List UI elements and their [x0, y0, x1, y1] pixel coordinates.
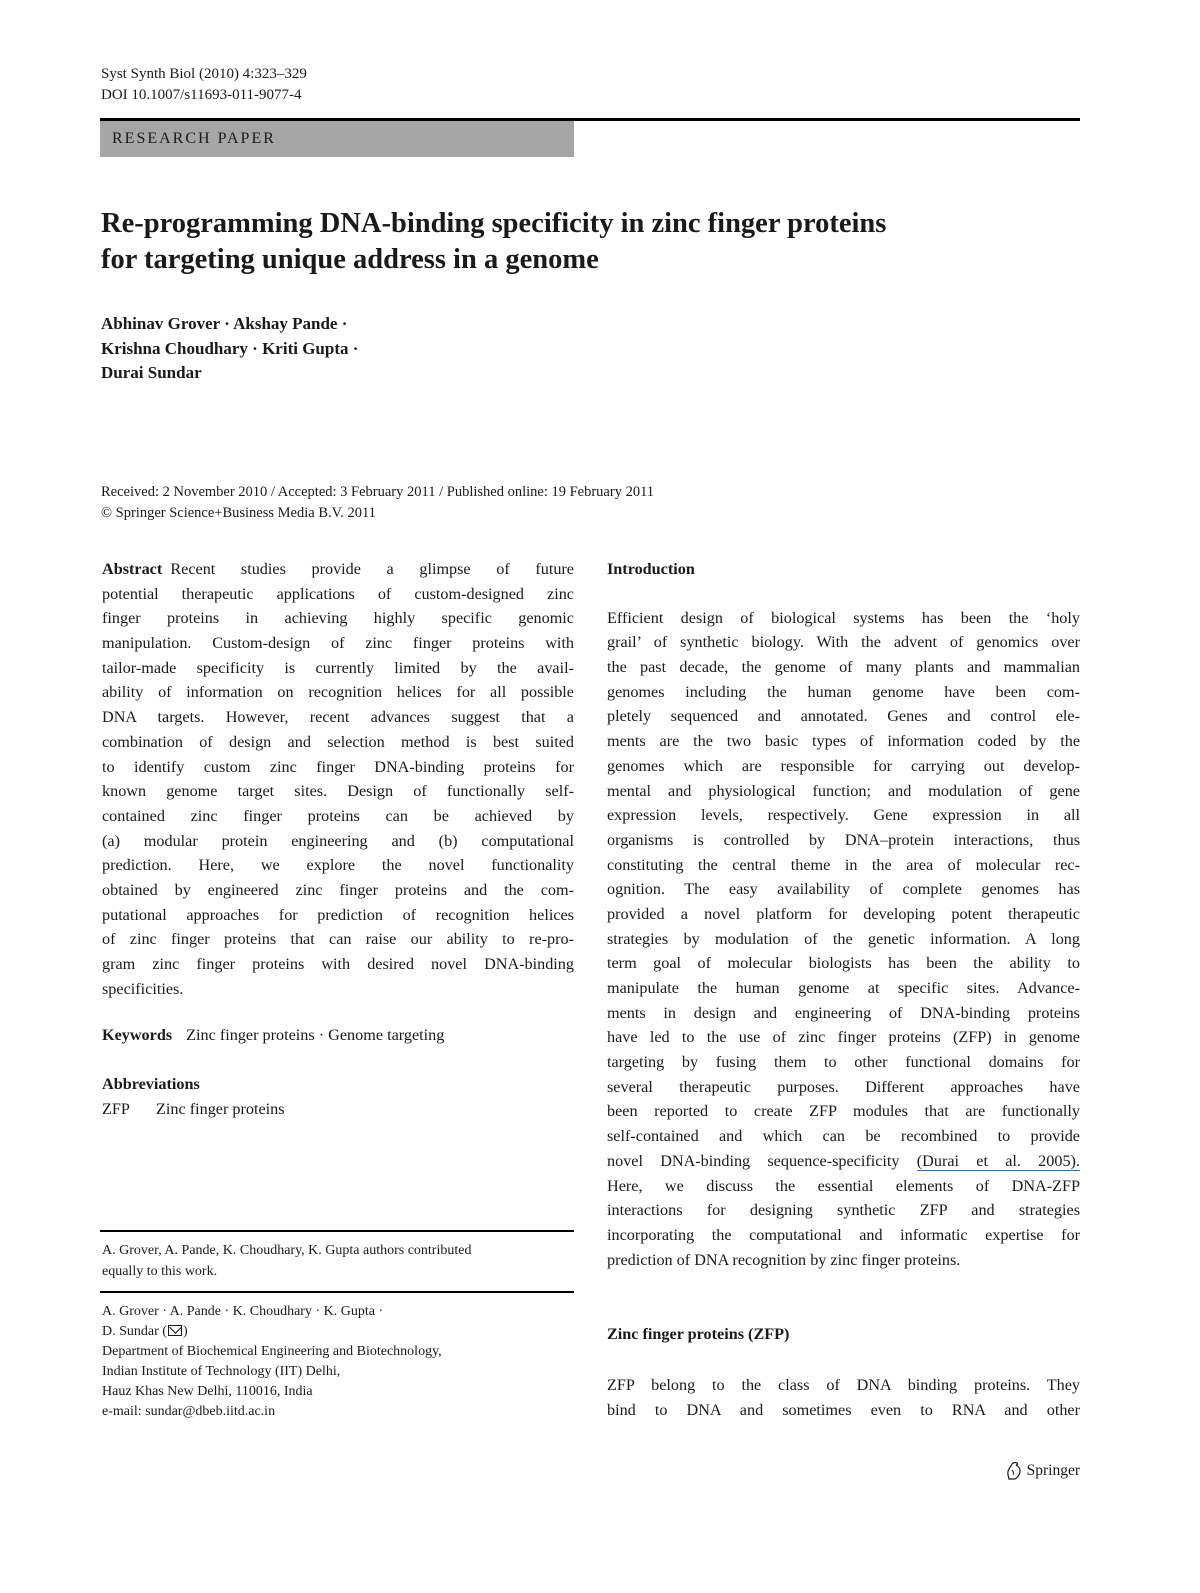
abstract-line: specificities.: [102, 979, 184, 998]
introduction-line: strategies by modulation of the genetic information. A long: [607, 929, 1080, 948]
paper-title-line-2: for targeting unique address in a genome: [101, 244, 599, 275]
abstract-line: DNA targets. However, recent advances suggest that a: [102, 708, 574, 727]
affiliation-email[interactable]: e-mail: sundar@dbeb.iitd.ac.in: [102, 1404, 276, 1419]
introduction-line: novel DNA-binding sequence-specificity (Durai et al. 2005).: [607, 1151, 1080, 1170]
paper-title: [101, 206, 1081, 278]
author-list: [101, 312, 358, 386]
introduction-line: incorporating the computational and informatic expertise for: [607, 1225, 1080, 1244]
keywords-label: Keywords: [102, 1026, 173, 1045]
publisher-name: Springer: [1026, 1462, 1080, 1479]
affiliation-institute: Indian Institute of Technology (IIT) Delhi,: [102, 1364, 341, 1379]
citation-link[interactable]: (Durai et al. 2005).: [916, 1151, 1080, 1170]
equal-contribution-line-2: equally to this work.: [102, 1263, 218, 1279]
abstract-line: manipulation. Custom-design of zinc finger proteins with: [102, 634, 574, 653]
equal-contribution-note: [102, 1241, 574, 1282]
author-line-2: Krishna Choudhary · Kriti Gupta ·: [101, 338, 359, 358]
corresponding-author: [102, 1322, 574, 1342]
copyright-notice: © Springer Science+Business Media B.V. 2011: [101, 505, 376, 521]
abstract-line: combination of design and selection method is best suited: [102, 732, 574, 751]
introduction-line: several therapeutic purposes. Different approaches have: [607, 1077, 1080, 1096]
abstract: [102, 557, 574, 1001]
introduction-line: been reported to create ZFP modules that are functionally: [607, 1102, 1080, 1121]
introduction-line: ments in design and engineering of DNA-binding proteins: [607, 1003, 1080, 1022]
introduction-line: prediction of DNA recognition by zinc finger proteins.: [607, 1250, 961, 1269]
introduction-line: term goal of molecular biologists has been the ability to: [607, 954, 1080, 973]
introduction-line: provided a novel platform for developing potent therapeutic: [607, 904, 1080, 923]
publication-dates: [101, 482, 654, 524]
zfp-section-body: [607, 1373, 1080, 1422]
introduction-line: targeting by fusing them to other functional domains for: [607, 1053, 1080, 1072]
introduction-line: genomes which are responsible for carrying out develop-: [607, 756, 1080, 775]
zfp-line: ZFP belong to the class of DNA binding proteins. They: [607, 1376, 1080, 1394]
abstract-line: of zinc finger proteins that can raise our ability to re-pro-: [102, 930, 574, 949]
keywords: [102, 1023, 574, 1048]
author-line-1: Abhinav Grover · Akshay Pande ·: [101, 314, 348, 333]
abbreviation-row: [102, 1097, 574, 1122]
introduction-line: manipulate the human genome at specific sites. Advance-: [607, 979, 1080, 998]
section-banner: RESEARCH PAPER: [100, 121, 574, 157]
paper-title-line-1: Re-programming DNA-binding specificity in zinc finger proteins: [101, 208, 887, 239]
abbreviations-heading: Abbreviations: [102, 1075, 200, 1094]
introduction-heading: Introduction: [607, 560, 695, 578]
abstract-line: potential therapeutic applications of custom-designed zinc: [102, 584, 574, 603]
abstract-line: (a) modular protein engineering and (b) computational: [102, 831, 574, 850]
abstract-line: prediction. Here, we explore the novel functionality: [102, 856, 574, 875]
journal-doi: DOI 10.1007/s11693-011-9077-4: [101, 87, 302, 103]
affiliation-department: Department of Biochemical Engineering and Biotechnology,: [102, 1344, 442, 1359]
zfp-line: bind to DNA and sometimes even to RNA and other: [607, 1400, 1080, 1419]
journal-citation: Syst Synth Biol (2010) 4:323–329: [101, 66, 307, 82]
introduction-line: pletely sequenced and annotated. Genes and control ele-: [607, 707, 1080, 726]
introduction-line: grail’ of synthetic biology. With the advent of genomics over: [607, 633, 1080, 652]
envelope-icon: [168, 1325, 182, 1336]
introduction-line: Efficient design of biological systems has been the ‘holy: [607, 608, 1080, 627]
zfp-section-heading: Zinc finger proteins (ZFP): [607, 1325, 790, 1343]
introduction-line: self-contained and which can be recombined to provide: [607, 1127, 1080, 1146]
corresponding-author-name: D. Sundar (: [102, 1324, 167, 1339]
introduction-line: constituting the central theme in the area of molecular rec-: [607, 855, 1080, 874]
introduction-line: genomes including the human genome have been com-: [607, 682, 1080, 701]
abstract-line: gram zinc finger proteins with desired novel DNA-binding: [102, 955, 574, 973]
abstract-line: obtained by engineered zinc finger proteins and the com-: [102, 880, 574, 899]
abstract-line: tailor-made specificity is currently limited by the avail-: [102, 658, 574, 677]
abbreviation-value: Zinc finger proteins: [156, 1099, 285, 1118]
abstract-line: putational approaches for prediction of recognition helices: [102, 905, 574, 924]
abstract-line: contained zinc finger proteins can be achieved by: [102, 806, 574, 825]
introduction-line: the past decade, the genome of many plants and mammalian: [607, 658, 1080, 677]
abbreviation-key: ZFP: [102, 1099, 130, 1118]
abstract-line: to identify custom zinc finger DNA-binding proteins for: [102, 757, 574, 776]
abstract-line: finger proteins in achieving highly specific genomic: [102, 609, 574, 628]
keywords-text: Zinc finger proteins · Genome targeting: [186, 1026, 445, 1045]
introduction-line: Here, we discuss the essential elements of DNA-ZFP: [607, 1176, 1080, 1195]
introduction-line: ognition. The easy availability of complete genomes has: [607, 880, 1080, 899]
equal-contribution-line-1: A. Grover, A. Pande, K. Choudhary, K. Gupta authors contributed: [102, 1243, 472, 1258]
affiliation-block: [102, 1302, 574, 1422]
springer-horse-icon: [1005, 1461, 1023, 1481]
introduction-line: ments are the two basic types of information coded by the: [607, 732, 1080, 751]
introduction-line: mental and physiological function; and modulation of gene: [607, 781, 1080, 800]
publication-history: Received: 2 November 2010 / Accepted: 3 February 2011 / Published online: 19 February 2011: [101, 484, 655, 500]
abstract-line: ability of information on recognition helices for all possible: [102, 683, 574, 702]
right-column: [607, 557, 1080, 1272]
publisher-logo: [1005, 1461, 1080, 1481]
introduction-line: expression levels, respectively. Gene expression in all: [607, 806, 1080, 825]
left-column: [102, 557, 574, 1121]
introduction-line: have led to the use of zinc finger proteins (ZFP) in genome: [607, 1028, 1080, 1047]
abstract-line: known genome target sites. Design of functionally self-: [102, 782, 574, 801]
introduction-line: organisms is controlled by DNA–protein interactions, thus: [607, 830, 1080, 849]
affiliation-rule: [100, 1291, 574, 1293]
affiliation-address: Hauz Khas New Delhi, 110016, India: [102, 1384, 313, 1399]
abstract-label: Abstract: [102, 560, 163, 578]
abstract-line: Abstract Recent studies provide a glimpse of future: [102, 560, 574, 578]
journal-meta: [101, 64, 307, 106]
affiliation-authors: A. Grover · A. Pande · K. Choudhary · K. Gupta ·: [102, 1304, 384, 1319]
introduction-line: interactions for designing synthetic ZFP and strategies: [607, 1201, 1080, 1220]
corresponding-author-close: ): [182, 1324, 188, 1339]
introduction-body: [607, 606, 1080, 1273]
footnote-rule: [100, 1230, 574, 1232]
author-line-3: Durai Sundar: [101, 363, 202, 382]
